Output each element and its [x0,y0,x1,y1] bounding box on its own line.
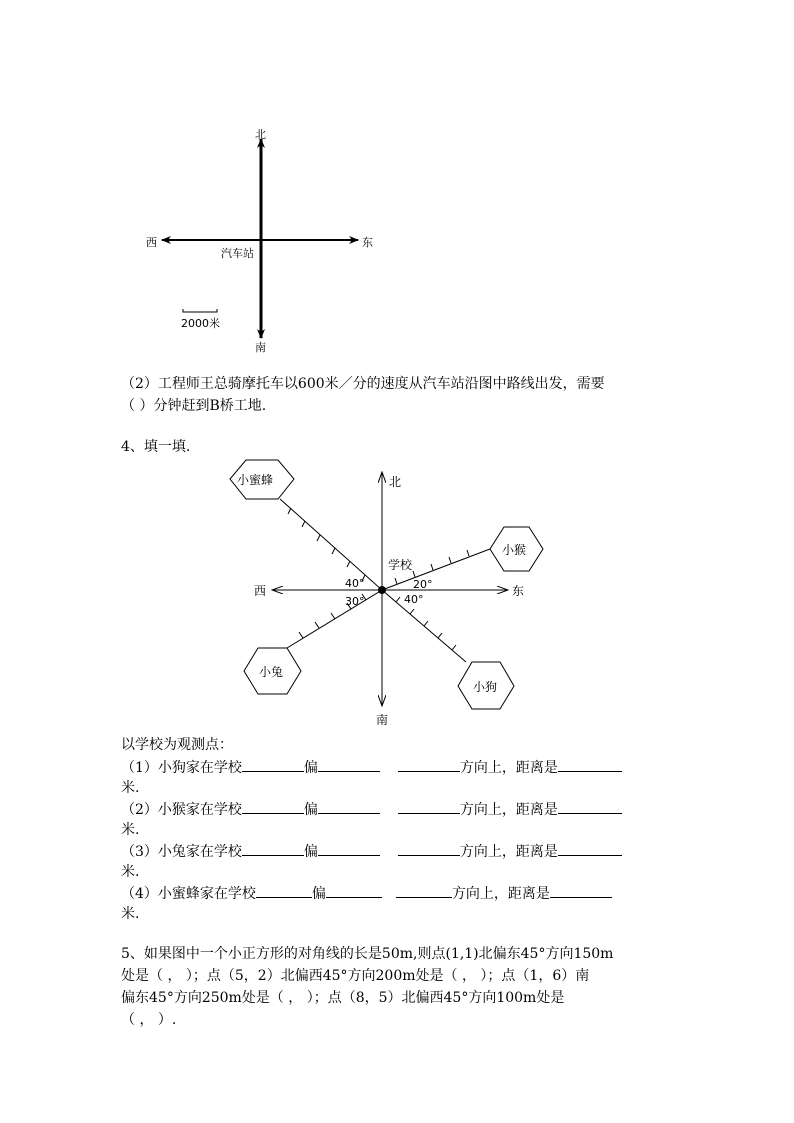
angle-se-label: 40° [404,593,424,606]
compass1-south-label: 南 [255,341,266,354]
answer-blank[interactable] [558,841,622,856]
q4-intro: 以学校为观测点： [121,737,233,753]
answer-blank[interactable] [256,883,312,898]
q2-line2: （ ）分钟赶到B桥工地. [121,398,267,414]
compass1-west-label: 西 [146,236,157,249]
q4-unit-3: 米. [121,864,140,880]
item-mid: 方向上，距离是 [459,802,558,818]
answer-blank[interactable] [558,799,622,814]
school-label: 学校 [388,558,413,572]
angle-nw-label: 40° [345,577,365,590]
school-point [378,586,386,594]
compass1-north-label: 北 [255,128,266,141]
compass1-east-label: 东 [362,236,373,249]
rabbit-label: 小兔 [259,665,284,679]
compass2-north-label: 北 [389,475,402,489]
item-pian: 偏 [303,844,318,860]
answer-blank[interactable] [242,757,304,772]
item-pian: 偏 [303,802,318,818]
q4-item-2 [121,799,622,820]
item-mid: 方向上，距离是 [459,760,558,776]
answer-blank[interactable] [550,883,612,898]
scale-label: 2000米 [181,317,220,330]
q5-line3: 偏东45°方向250m处是（ ， ）；点（8，5）北偏西45°方向100m处是 [121,990,565,1006]
bus-station-label: 汽车站 [221,247,254,260]
item-pian: 偏 [303,760,318,776]
angle-sw-label: 30° [345,595,365,608]
q4-unit-2: 米. [121,822,140,838]
bee-ticks [288,508,365,581]
item-prefix: （1）小狗家在学校 [121,760,242,776]
answer-blank[interactable] [326,883,382,898]
answer-blank[interactable] [318,841,380,856]
q4-item-4 [121,883,612,904]
item-prefix: （3）小兔家在学校 [121,844,242,860]
dog-label: 小狗 [473,680,498,694]
item-mid: 方向上，距离是 [459,844,558,860]
answer-blank[interactable] [398,841,460,856]
item-pian: 偏 [311,886,326,902]
answer-blank[interactable] [398,799,460,814]
q4-item-1 [121,757,622,778]
item-prefix: （2）小猴家在学校 [121,802,242,818]
q5-line1: 5、如果图中一个小正方形的对角线的长是50m,则点(1,1)北偏东45°方向150m [121,946,614,962]
answer-blank[interactable] [558,757,622,772]
q2-line1: （2）工程师王总骑摩托车以600米／分的速度从汽车站沿图中路线出发，需要 [121,376,605,392]
angle-ne-label: 20° [413,578,433,591]
answer-blank[interactable] [318,799,380,814]
item-mid: 方向上，距离是 [451,886,550,902]
answer-blank[interactable] [242,799,304,814]
q5-line4: （ ， ）. [121,1012,177,1028]
q4-unit-4: 米. [121,906,140,922]
q4-title: 4、填一填. [121,439,191,455]
monkey-label: 小猴 [502,543,527,557]
q4-unit-1: 米. [121,780,140,796]
compass2-east-label: 东 [512,584,525,598]
compass2-west-label: 西 [254,584,267,598]
q5-line2: 处是（ ， ）；点（5，2）北偏西45°方向200m处是（ ， ）；点（1，6）南 [121,968,590,984]
answer-blank[interactable] [318,757,380,772]
bee-line [280,499,382,590]
answer-blank[interactable] [398,757,460,772]
answer-blank[interactable] [242,841,304,856]
bee-label: 小蜜蜂 [237,473,274,487]
answer-blank[interactable] [396,883,452,898]
item-prefix: （4）小蜜蜂家在学校 [121,886,256,902]
compass2-south-label: 南 [376,713,389,727]
q4-item-3 [121,841,622,862]
